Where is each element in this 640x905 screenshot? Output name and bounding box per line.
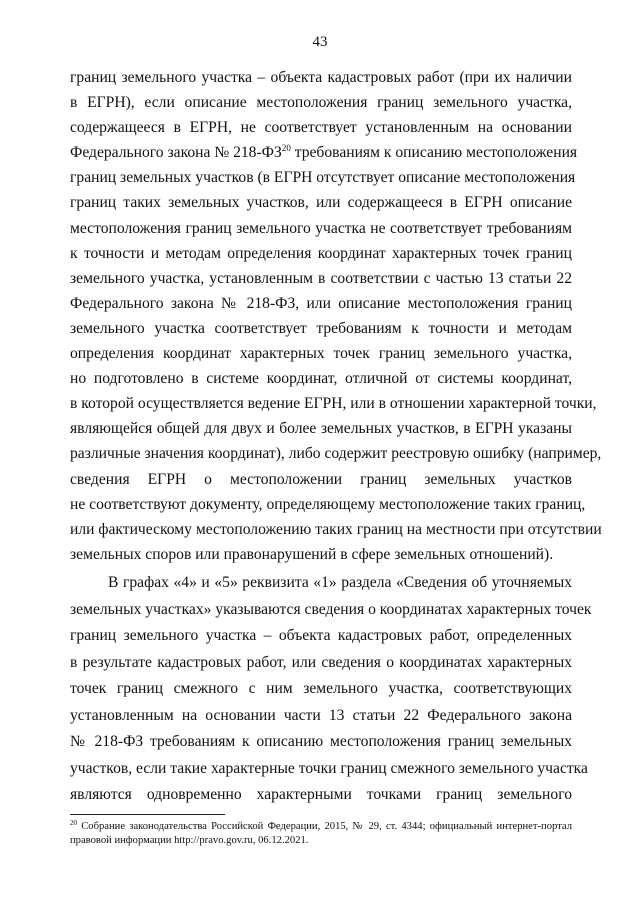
text-line: сведения ЕГРН о местоположении границ земельных участков xyxy=(70,470,572,488)
text-line: в которой осуществляется ведение ЕГРН, или в отношении характерной точки, xyxy=(70,395,597,413)
text-line: являющейся общей для двух и более земельных участков, в ЕГРН указаны xyxy=(70,420,572,438)
text-line: но подготовлено в системе координат, отличной от системы координат, xyxy=(70,370,572,388)
text-line: в ЕГРН), если описание местоположения границ земельного участка, xyxy=(70,94,572,112)
text-line: различные значения координат), либо содержит реестровую ошибку (например, xyxy=(70,445,602,463)
text-segment: Федерального закона № 218-ФЗ xyxy=(70,144,282,162)
footnote-line-1: Собрание законодательства Российской Федерации, 2015, № 29, ст. 4344; официальный интернет-портал xyxy=(77,821,572,832)
text-line: или фактическому местоположению таких границ на местности при отсутствии xyxy=(70,520,602,538)
text-line: границ земельного участка – объекта кадастровых работ (при их наличии xyxy=(70,69,572,86)
text-line: В графах «4» и «5» реквизита «1» раздела «Сведения об уточняемых xyxy=(108,574,572,591)
text-line: точек границ смежного с ним земельного участка, соответствующих xyxy=(70,680,572,697)
text-line: являются одновременно характерными точками границ земельного xyxy=(70,786,572,803)
text-line: земельного участка, установленным в соответствии с частью 13 статьи 22 xyxy=(70,269,572,287)
paragraph-2 xyxy=(70,570,592,809)
text-line: определения координат характерных точек границ земельного участка, xyxy=(70,345,572,363)
text-segment: требованиям к описанию местоположения xyxy=(290,144,578,162)
footnote-line-2: правовой информации http://pravo.gov.ru, 06.12.2021. xyxy=(70,835,309,846)
text-line: к точности и методам определения координат характерных точек границ xyxy=(70,244,572,262)
footnote-separator xyxy=(70,814,225,815)
footnote-reference: 20 xyxy=(281,143,291,154)
text-line: в результате кадастровых работ, или сведения о координатах характерных xyxy=(70,653,572,671)
text-line: границ таких земельных участков, или содержащееся в ЕГРН описание xyxy=(70,194,572,212)
text-line: не соответствуют документу, определяющему местоположение таких границ, xyxy=(70,495,586,513)
footnote xyxy=(70,820,572,848)
text-line: границ земельного участка – объекта кадастровых работ, определенных xyxy=(70,627,572,644)
page-number: 43 xyxy=(312,34,328,50)
text-line: установленным на основании части 13 статьи 22 Федерального закона xyxy=(70,706,572,724)
text-line: земельных споров или правонарушений в сфере земельных отношений). xyxy=(70,545,554,563)
text-line: земельного участка соответствует требованиям к точности и методам xyxy=(70,319,572,337)
text-line: участков, если такие характерные точки границ смежного земельного участка xyxy=(70,759,588,777)
text-line: местоположения границ земельного участка не соответствует требованиям xyxy=(70,219,572,237)
text-line: земельных участках» указываются сведения о координатах характерных точек xyxy=(70,600,592,618)
text-line: № 218-ФЗ требованиям к описанию местоположения границ земельных xyxy=(70,733,572,750)
text-line: Федерального закона № 218-ФЗ, или описание местоположения границ xyxy=(70,294,572,312)
text-line xyxy=(70,140,578,165)
footnote-mark: 20 xyxy=(70,819,77,827)
text-line: границ земельных участков (в ЕГРН отсутствует описание местоположения xyxy=(70,169,576,187)
paragraph-1 xyxy=(70,65,602,567)
text-line: содержащееся в ЕГРН, не соответствует установленным на основании xyxy=(70,119,572,137)
